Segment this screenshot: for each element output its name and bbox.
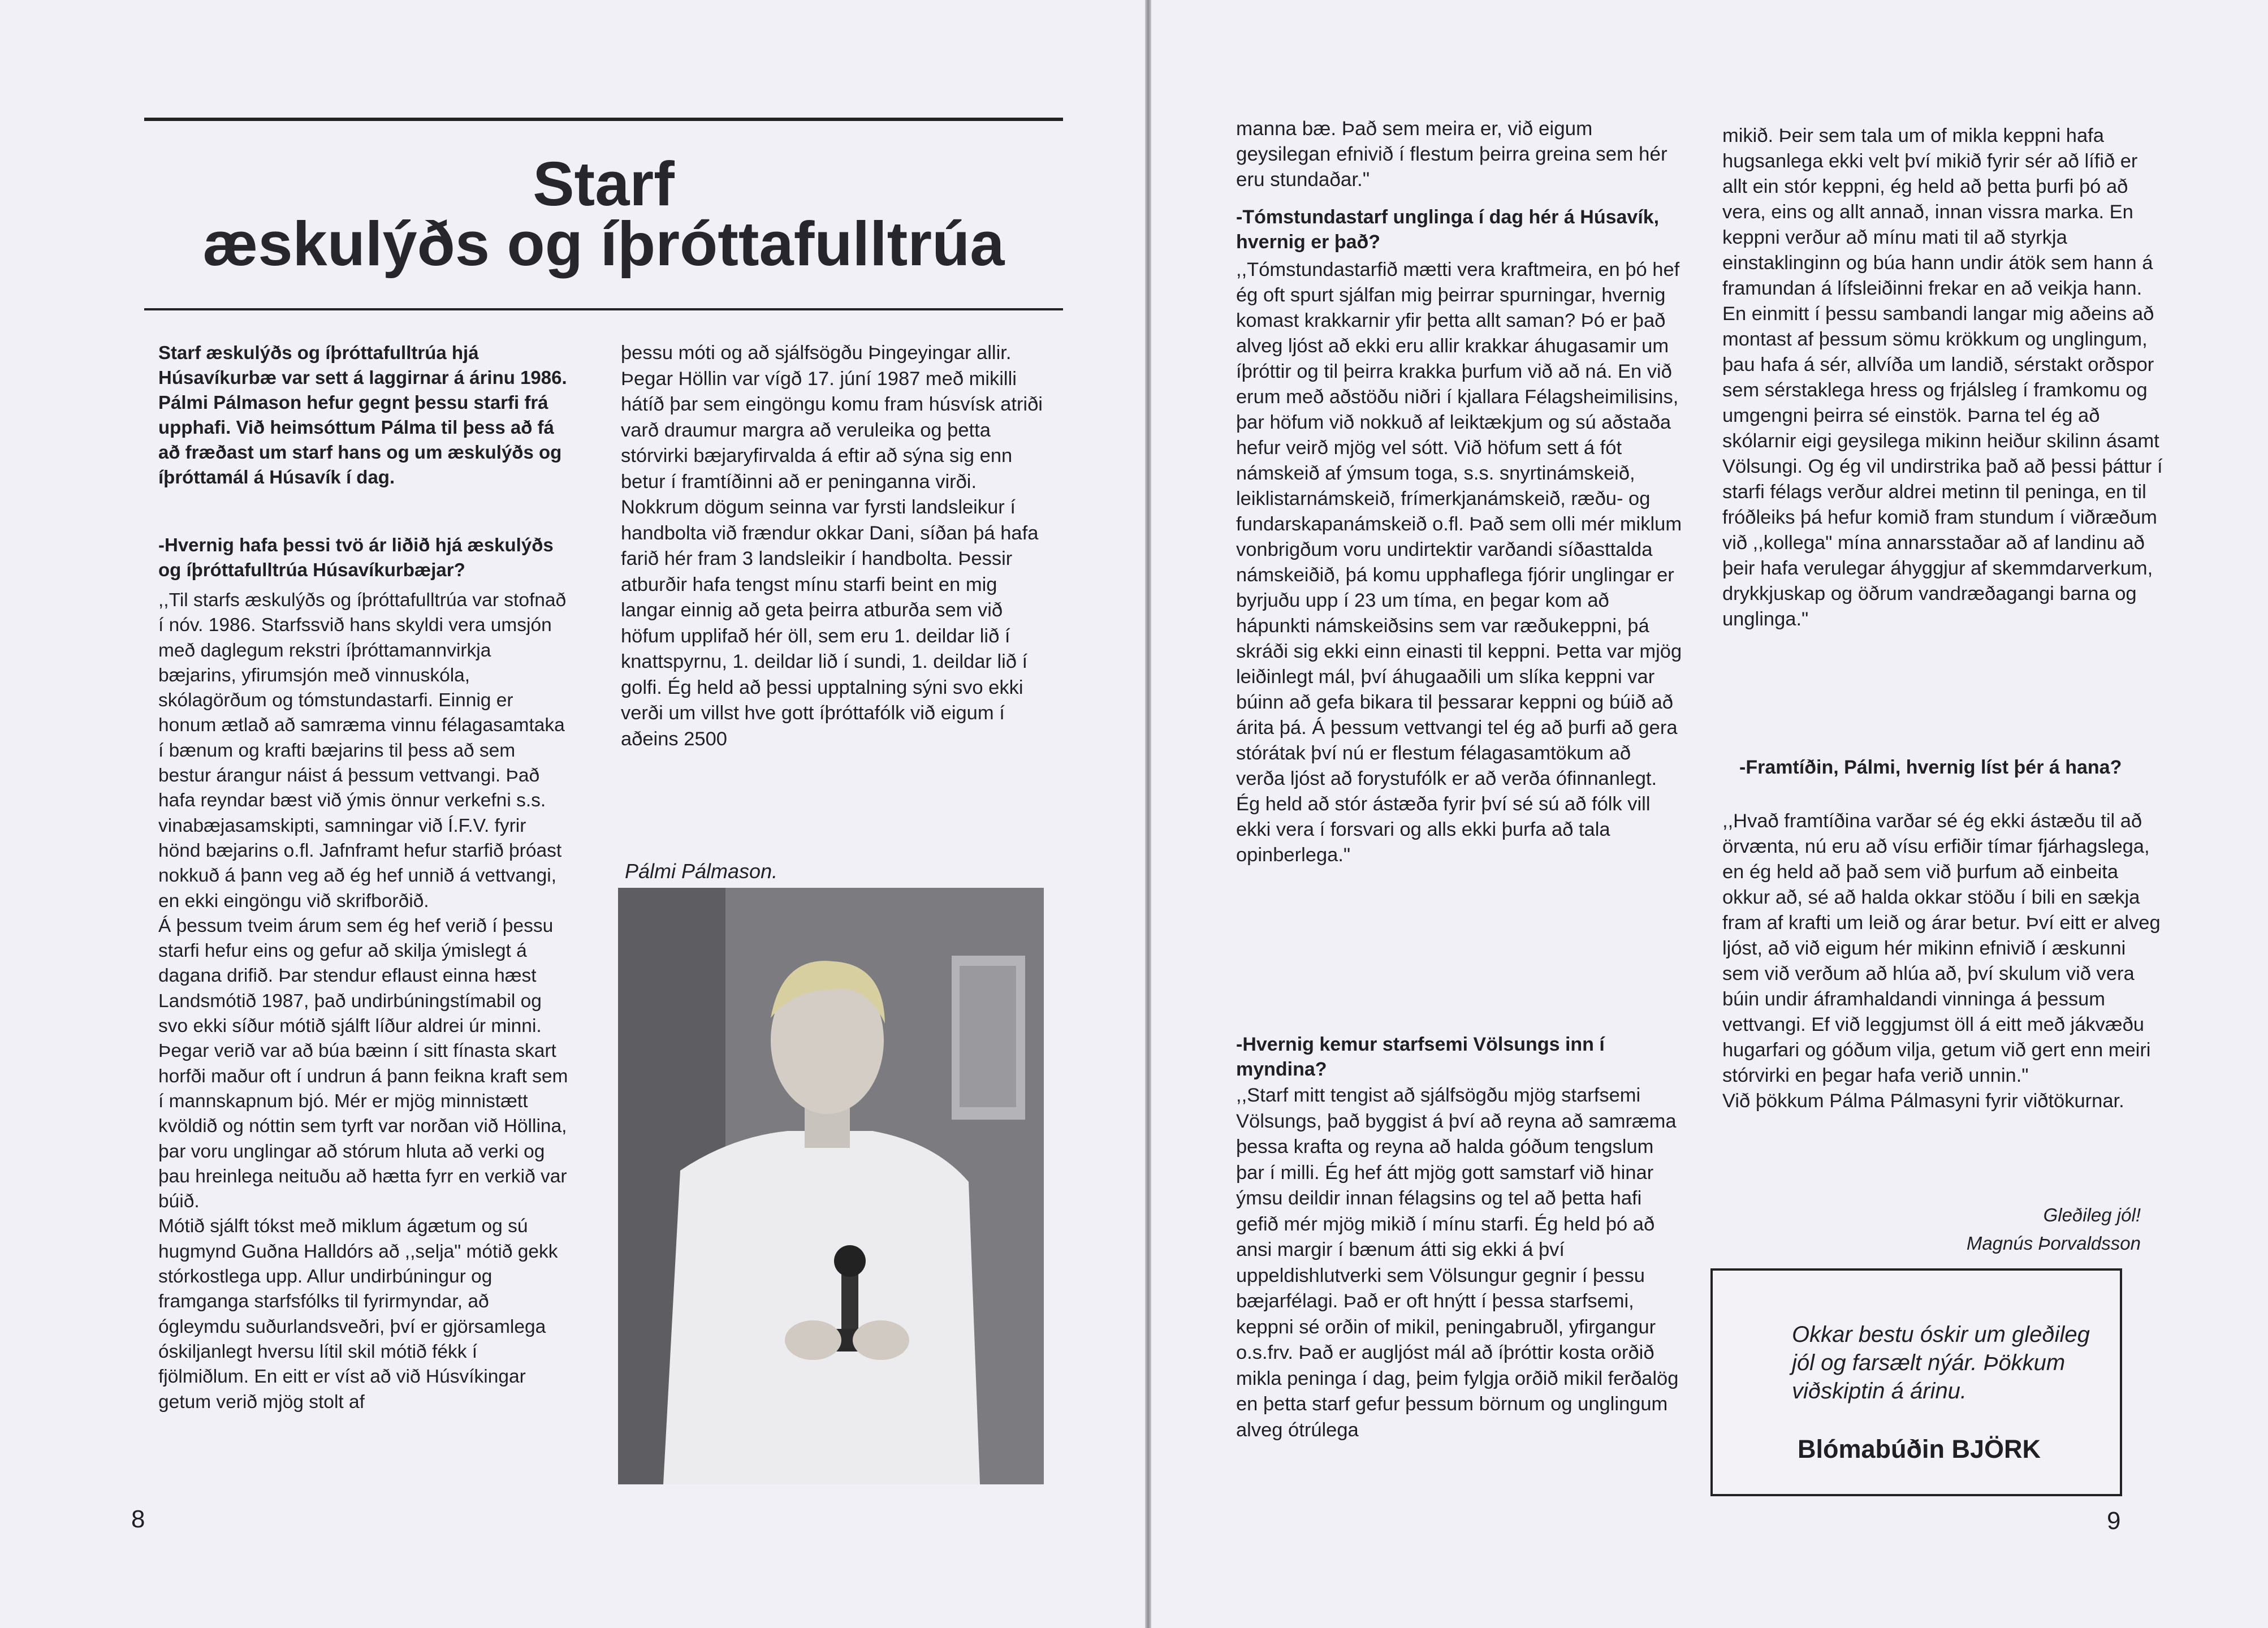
column-1-body: ,,Til starfs æskulýðs og íþróttafulltrúa var stofnað í nóv. 1986. Starfssvið hans skyldi vera umsjón með daglegum rekstri íþróttamannvirkja bæjarins, yfirumsjón með vinnuskóla, skólagörðum og tómstundastarfi. Einnig er honum ætlað að samræma vinnu félagasamtaka í bænum og krafti bæjarins til þess að sem bestur árangur náist á þessum vettvangi. Það hafa reyndar bæst við ýmis önnur verkefni s.s. vinabæjasamskipti, samningar við Í.F.V. fyrir hönd bæjarins o.fl. Jafnframt hefur starfið þróast nokkuð á þann veg að ég hef unnið á vettvangi, en ekki eingöngu við skrifborðið. Á þessum tveim árum sem ég hef verið í þessu starfi hefur eins og gefur að skilja ýmislegt á dagana drifið. Þar stendur eflaust einna hæst Landsmótið 1987, það undirbúningstímabil og svo ekki síður mótið sjálft líður aldrei úr minni. Þegar verið var að búa bæinn í sitt fínasta skart horfði maður oft í undrun á þann feikna kraft sem í mannskapnum bjó. Mér er mjög minnistætt kvöldið og nóttin sem tyrft var norðan við Höllina, þar voru unglingar að stórum hluta að verki og þau hreinlega neituðu að hætta fyrr en verkið var búið. Mótið sjálft tókst með miklum ágætum og sú hugmynd Guðna Halldórs að ,,selja" mótið gekk stórkostlega upp. Allur undirbúningur og framganga starfsfólks til fyrirmyndar, að ógleymdu suðurlandsveðri, því er gjörsamlega óskiljanlegt hversu lítil skil mótið fékk í fjölmiðlum. En eitt er víst að við Húsvíkingar getum verið mjög stolt af [158,590,568,1413]
page-number-right: 9 [2107,1507,2121,1535]
signoff-greeting: Gleðileg jól! [2043,1204,2141,1225]
question-4: -Framtíðin, Pálmi, hvernig líst þér á hana? [1739,757,2122,778]
question-2: -Tómstundastarf unglinga í dag hér á Húsavík, hvernig er það? [1236,206,1660,253]
portrait-illustration [618,888,1044,1484]
photo-caption: Pálmi Pálmason. [625,860,778,883]
top-rule [144,118,1063,121]
column-4-body: mikið. Þeir sem tala um of mikla keppni hafa hugsanlega ekki velt því mikið fyrir sér að lífið er allt ein stór keppni, ég held að þetta þurfi þó að vera, eins og allt annað, innan vissra marka. En keppni verður að mínu mati til að styrkja einstaklinginn og búa hann undir átök sem hann á framundan á lífsleiðinni frekar en að veikja hann. En einmitt í þessu sambandi langar mig aðeins að montast af þessum sömu krökkum og unglingum, þau hafa á sér, allvíða um landið, sérstakt orðspor sem sérstaklega hress og frjálsleg í framkomu og umgengni þeirra sé einstök. Þarna tel ég að skólarnir eigi geysilega mikinn heiður skilinn ásamt Völsungi. Og ég vil undirstrika það að þessi þáttur í starfi félags verður aldrei metinn til peninga, en til fróðleiks þá hefur komið fram stundum í viðræðum við ,,kollega" mína annarsstaðar að af landinu að þeir hafa verulegar áhyggjur af skemmdarverkum, drykkjuskap og öðrum vandræðagangi barna og unglinga." [1722,125,2163,630]
article-title-line1: Starf [533,149,675,219]
portrait-photo [618,888,1044,1484]
article-title-line2: æskulýðs og íþróttafulltrúa [202,209,1005,279]
column-3-body: ,,Tómstundastarfið mætti vera kraftmeira, en þó hef ég oft spurt sjálfan mig þeirrar spurningar, hvernig komast krakkarnir yfir þetta allt saman? Þó er það alveg ljóst að ekki eru allir krakkar áhugasamir um íþróttir og til þeirra krakka þurfum við að ná. En við erum með aðstöðu niðri í kjallara Félagsheimilisins, þar höfum við nokkuð af leiktækjum og sú aðstaða hefur veirð mjög vel sótt. Við höfum sett á fót námskeið af ýmsum toga, s.s. snyrtinámskeið, leiklistarnámskeið, frímerkjanámskeið, ræðu- og fundarskapanámskeið o.fl. Það sem olli mér miklum vonbrigðum voru undirtektir varðandi síðasttalda námskeiðið, þá komu upphaflega fjórir unglingar er byrjuðu upp í 23 um tíma, en þegar kom að hápunkti námskeiðsins sem var ræðukeppni, þá skráði sig ekki einn einasti til keppni. Þetta var mjög leiðinlegt mál, því áhugaaðili um slíka keppni var búinn að gefa bikara til þessarar keppni og búið að árita þá. Á þessum vettvangi tel ég að þurfi að gera stórátak því nú er flestum félagasamtökum að verða ljóst að forystufólk er að verða ófinnanlegt. Ég held að stór ástæða fyrir því sé sú að fólk vill ekki vera í forsvari og alls ekki þurfa að tala opinberlega." [1236,259,1682,866]
bottom-rule [144,308,1063,310]
question-1: -Hvernig hafa þessi tvö ár liðið hjá æskulýðs og íþróttafulltrúa Húsavíkurbæjar? [158,534,554,580]
advertisement-box [1710,1268,2122,1496]
column-4-end: ,,Hvað framtíðina varðar sé ég ekki ástæðu til að örvænta, nú eru að vísu erfiðir tímar fjárhagslega, en ég held að það sem við þurfum að einbeita okkur að, sé að halda okkar stöðu í bili en sækja fram af krafti um leið og árar betur. Því eitt er alveg ljóst, að við eigum hér mikinn efnivið í æskunni sem við verðum að hlúa að, því skulum við vera búin undir áframhaldandi vinninga á þessum vettvangi. Ef við leggjumst öll á eitt með jákvæðu hugarfari og góðum vilja, getum við gert enn meiri stórvirki en þegar hafa verið unnin." Við þökkum Pálma Pálmasyni fyrir viðtökurnar. [1722,810,2161,1112]
page-number-left: 8 [131,1505,145,1533]
column-2-body: þessu móti og að sjálfsögðu Þingeyingar allir. Þegar Höllin var vígð 17. júní 1987 með mikilli hátíð þar sem eingöngu komu fram húsvísk atriði varð draumur margra að veruleika og þetta stórvirki bæjaryfirvalda á eftir að sýna sig enn betur í framtíðinni að er peninganna virði. Nokkrum dögum seinna var fyrsti landsleikur í handbolta við frændur okkar Dani, síðan þá hafa farið hér fram 3 landsleikir í handbolta. Þessir atburðir hafa tengst mínu starfi beint en mig langar einnig að geta þeirra atburða sem við höfum upplifað hér öll, sem eru 1. deildar lið í knattspyrnu, 1. deildar lið í sundi, 1. deildar lið í golfi. Ég held að þessi upptalning sýni svo ekki verði um villst hve gott íþróttafólk við eigum í aðeins 2500 [621,342,1043,750]
column-3-intro: manna bæ. Það sem meira er, við eigum geysilegan efnivið í flestum þeirra greina sem hér eru stundaðar." [1236,118,1667,191]
question-3: -Hvernig kemur starfsemi Völsungs inn í myndina? [1236,1034,1605,1080]
advertisement-text: Okkar bestu óskir um gleðileg jól og farsælt nýár. Þökkum viðskiptin á árinu. [1792,1322,2090,1404]
advertiser-name: Blómabúðin BJÖRK [1798,1435,2041,1463]
author-name: Magnús Þorvaldsson [1966,1233,2141,1254]
column-3-end: ,,Starf mitt tengist að sjálfsögðu mjög starfsemi Völsungs, það byggist á því að reyna að samræma þessa krafta og reyna að halda góðum tengslum þar í milli. Ég hef átt mjög gott samstarf við hinar ýmsu deildir innan félagsins og tel að þetta hafi gefið mér mjög mikið í mínu starfi. Ég held þó að ansi margir í bænum átti sig ekki á því uppeldishlutverki sem Völsungur gegnir í þessu bæjarfélagi. Það er oft hnýtt í þessa starfsemi, keppni sé orðin of mikil, peningabruðl, yfirgangur o.s.frv. Það er augljóst mál að íþróttir kosta orðið mikla peninga í dag, þeim fylgja orðið mikil ferðalög en þetta starf gefur þessum börnum og unglingum alveg ótrúlega [1236,1085,1679,1441]
intro-text: Starf æskulýðs og íþróttafulltrúa hjá Húsavíkurbæ var sett á laggirnar á árinu 1986. Pálmi Pálmason hefur gegnt þessu starfi frá upphafi. Við heimsóttum Pálma til þess að fá að fræðast um starf hans og um æskulýðs og íþróttamál á Húsavík í dag. [158,342,567,487]
book-gutter [1145,0,1151,1628]
